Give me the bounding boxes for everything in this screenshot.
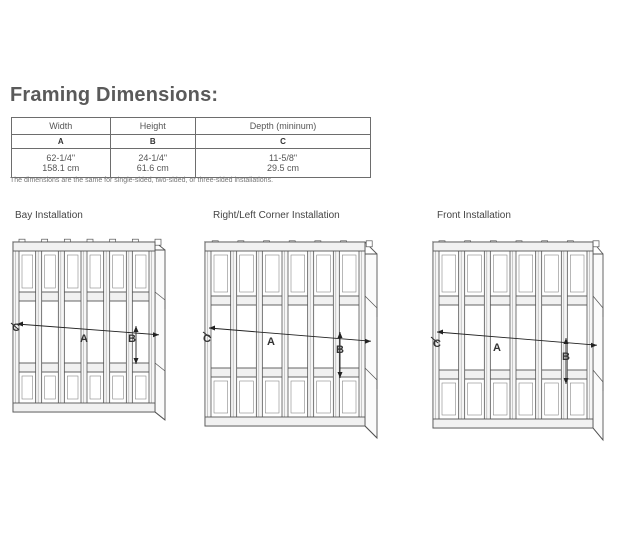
stud [459, 242, 465, 428]
bottom-plate [205, 417, 365, 426]
label-b: B [128, 333, 136, 345]
value-width [12, 149, 111, 178]
header-depth: Depth (mininum) [196, 118, 371, 135]
table-value-row [12, 149, 371, 178]
stud-top [593, 241, 599, 247]
stud [510, 242, 516, 428]
width-imperial: 62-1/4" [46, 153, 76, 163]
letter-a: A [12, 135, 111, 149]
caption-front: Front Installation [437, 210, 511, 221]
table-letter-row [12, 135, 371, 149]
stud [256, 242, 262, 426]
stud [536, 242, 542, 428]
stud [126, 242, 132, 412]
front-framing-diagram [425, 230, 610, 450]
top-plate [13, 242, 155, 251]
header-height: Height [110, 118, 196, 135]
label-b: B [336, 344, 344, 356]
caption-corner: Right/Left Corner Installation [213, 210, 340, 221]
stud [104, 242, 110, 412]
corner-framing-diagram [197, 228, 382, 450]
table-header-row [12, 118, 371, 135]
stud [231, 242, 237, 426]
letter-c: C [196, 135, 371, 149]
stud [561, 242, 567, 428]
depth-metric: 29.5 cm [267, 163, 300, 173]
caption-bay: Bay Installation [15, 210, 83, 221]
depth-imperial: 11-5/8" [268, 153, 298, 163]
stud [81, 242, 87, 412]
top-plate [433, 242, 593, 251]
label-a: A [267, 336, 275, 348]
stud [308, 242, 314, 426]
label-c: C [12, 322, 20, 334]
stud [587, 242, 593, 428]
stud-top [366, 241, 372, 247]
header-width: Width [12, 118, 111, 135]
value-height [110, 149, 196, 178]
stud [36, 242, 42, 412]
label-a: A [80, 333, 88, 345]
label-c: C [203, 333, 211, 345]
label-c: C [433, 338, 441, 350]
bottom-plate [433, 419, 593, 428]
bottom-plate [13, 403, 155, 412]
label-b: B [562, 351, 570, 363]
stud [433, 242, 439, 428]
letter-b: B [110, 135, 196, 149]
page-title: Framing Dimensions: [10, 84, 219, 106]
height-imperial: 24-1/4" [138, 153, 168, 163]
framing-dimensions-table [11, 117, 371, 178]
stud [333, 242, 339, 426]
bay-framing-diagram [5, 230, 170, 425]
stud [149, 242, 155, 412]
label-a: A [493, 342, 501, 354]
width-metric: 158.1 cm [42, 163, 80, 173]
top-plate [205, 242, 365, 251]
stud [359, 242, 365, 426]
stud-top [155, 239, 161, 245]
stud [484, 242, 490, 428]
height-metric: 61.6 cm [136, 163, 169, 173]
table-note: The dimensions are the same for single-sided, two-sided, or three-sided installations. [10, 177, 274, 184]
value-depth [196, 149, 371, 178]
